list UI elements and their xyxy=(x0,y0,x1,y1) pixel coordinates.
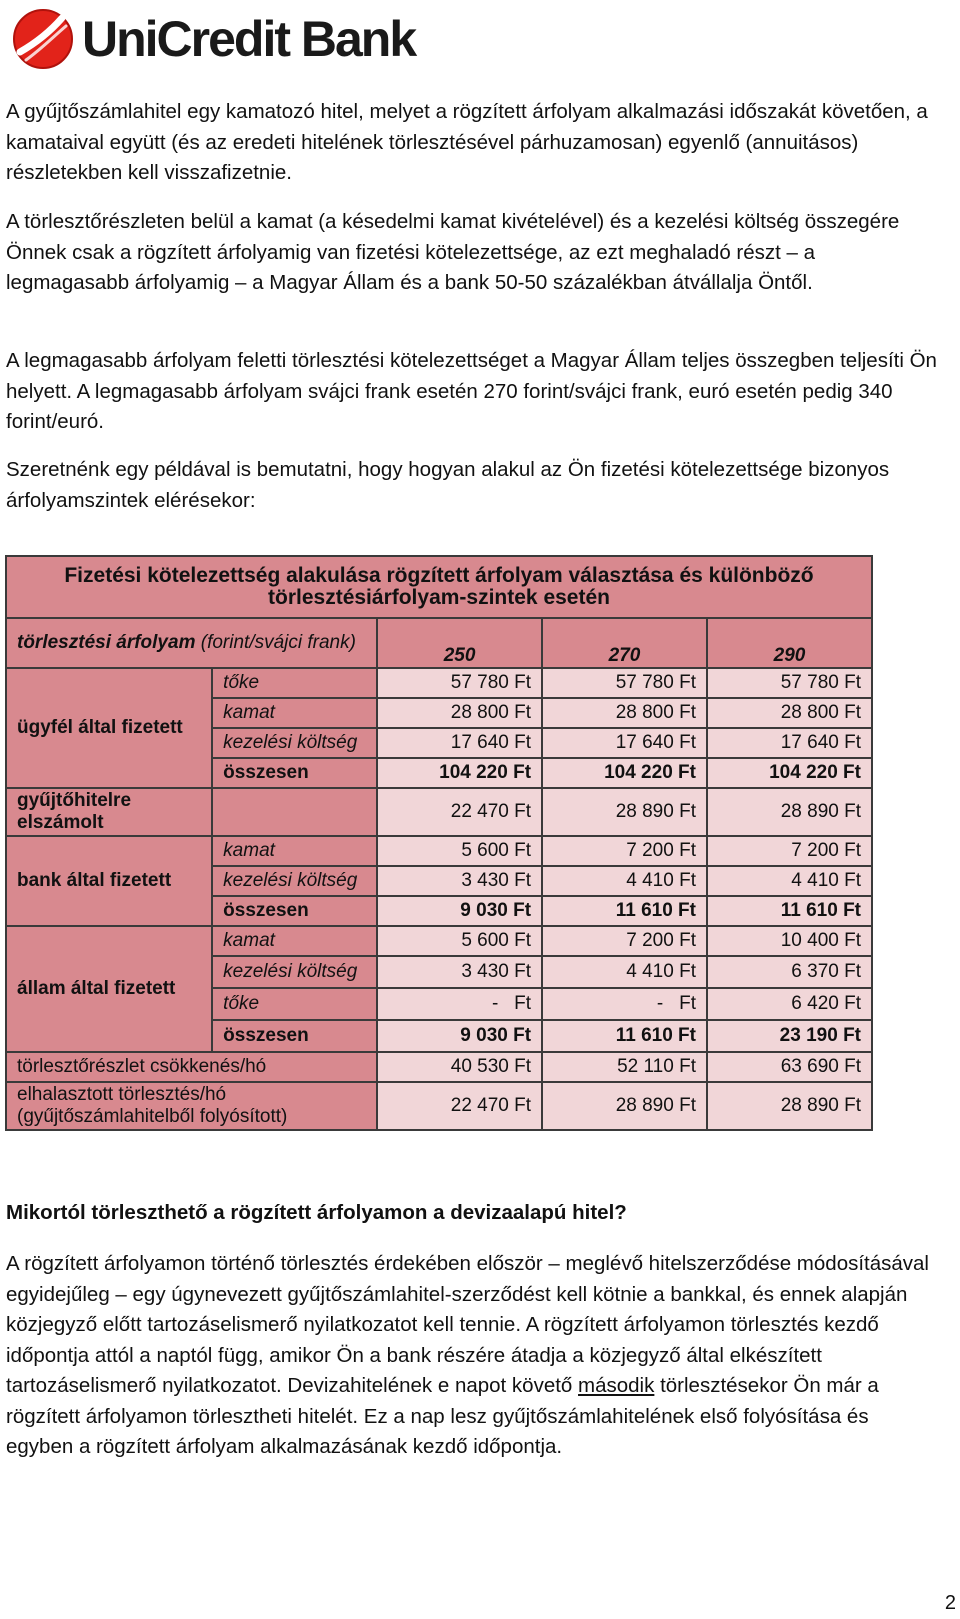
table-cell: - Ft xyxy=(542,988,707,1020)
table-row xyxy=(6,1082,872,1130)
table-cell: 23 190 Ft xyxy=(707,1020,872,1052)
row-label-csokkenes: törlesztőrészlet csökkenés/hó xyxy=(6,1052,377,1082)
table-cell: 17 640 Ft xyxy=(542,728,707,758)
unicredit-logo-icon xyxy=(12,8,74,70)
table-title: Fizetési kötelezettség alakulása rögzített árfolyam választása és különböző törlesztésiárfolyam-szintek esetén xyxy=(6,556,872,618)
paragraph-fixed-rate xyxy=(6,1249,941,1463)
table-cell: 28 800 Ft xyxy=(377,698,542,728)
table-cell: 22 470 Ft xyxy=(377,1082,542,1130)
row-label-toke: tőke xyxy=(212,668,377,698)
table-row xyxy=(6,668,872,698)
group-label-gyujto: gyűjtőhitelre elszámolt xyxy=(6,788,212,836)
table-cell: 28 800 Ft xyxy=(707,698,872,728)
table-cell: 17 640 Ft xyxy=(707,728,872,758)
table-cell: 28 890 Ft xyxy=(542,788,707,836)
table-cell: 63 690 Ft xyxy=(707,1052,872,1082)
table-cell: 4 410 Ft xyxy=(707,866,872,896)
table-cell: 6 370 Ft xyxy=(707,956,872,988)
page-number: 2 xyxy=(944,1592,956,1614)
table-cell: 28 800 Ft xyxy=(542,698,707,728)
section-heading: Mikortól törleszthető a rögzített árfolyamon a devizaalapú hitel? xyxy=(6,1201,627,1224)
group-label-bank: bank által fizetett xyxy=(6,836,212,926)
row-label-toke: tőke xyxy=(212,988,377,1020)
table-row xyxy=(6,788,872,836)
table-cell: 3 430 Ft xyxy=(377,866,542,896)
group-label-ugyfel: ügyfél által fizetett xyxy=(6,668,212,788)
col-header-270: 270 xyxy=(542,618,707,668)
bank-logo xyxy=(12,8,415,70)
table-cell: 104 220 Ft xyxy=(542,758,707,788)
logo-text: UniCredit Bank xyxy=(82,11,416,67)
table-cell: 17 640 Ft xyxy=(377,728,542,758)
col-header-290: 290 xyxy=(707,618,872,668)
paragraph-interest: A törlesztőrészleten belül a kamat (a késedelmi kamat kivételével) és a kezelési költség összegére Önnek csak a rögzített árfolyamig van fizetési kötelezettsége, az ezt meghaladó részt – a legmagasabb árfolyamig – a Magyar Állam és a bank 50-50 százalékban átvállalja Öntől. xyxy=(6,210,900,294)
table-cell: 3 430 Ft xyxy=(377,956,542,988)
table-row xyxy=(6,926,872,956)
table-cell: 104 220 Ft xyxy=(377,758,542,788)
table-cell: 6 420 Ft xyxy=(707,988,872,1020)
table-cell: 57 780 Ft xyxy=(377,668,542,698)
paragraph-fixed-rate-part2: törlesztésekor Ön már a rögzített árfolyamon törlesztheti hitelét. Ez a nap lesz gyűjtőszámlahitelének első folyósítása és egyben a rögzített árfolyam alkalmazásának kezdő időpontja. xyxy=(6,1374,879,1458)
table-cell: 28 890 Ft xyxy=(542,1082,707,1130)
table-cell: 57 780 Ft xyxy=(707,668,872,698)
table-cell: 11 610 Ft xyxy=(707,896,872,926)
paragraph-max-rate: A legmagasabb árfolyam feletti törlesztési kötelezettséget a Magyar Állam teljes összegben teljesíti Ön helyett. A legmagasabb árfolyam svájci frank esetén 270 forint/svájci frank, euró esetén pedig 340 forint/euró. xyxy=(6,349,937,433)
group-label-allam: állam által fizetett xyxy=(6,926,212,1052)
table-cell: 22 470 Ft xyxy=(377,788,542,836)
row-label-osszesen: összesen xyxy=(212,1020,377,1052)
table-row xyxy=(6,836,872,866)
row-label-osszesen: összesen xyxy=(212,758,377,788)
paragraph-intro: A gyűjtőszámlahitel egy kamatozó hitel, melyet a rögzített árfolyam alkalmazási időszakát követően, a kamataival együtt (és az eredeti hitelének törlesztésével párhuzamosan) egyenlő (annuitásos) részletekben kell visszafizetnie. xyxy=(6,100,928,184)
table-row xyxy=(6,1052,872,1082)
row-label-kezelesi: kezelési költség xyxy=(212,956,377,988)
row-label-osszesen: összesen xyxy=(212,896,377,926)
table-cell: 28 890 Ft xyxy=(707,788,872,836)
row-label-kamat: kamat xyxy=(212,836,377,866)
table-cell: 5 600 Ft xyxy=(377,836,542,866)
row-label-kamat: kamat xyxy=(212,926,377,956)
row-label-kamat: kamat xyxy=(212,698,377,728)
col-header-250: 250 xyxy=(377,618,542,668)
row-label-kezelesi: kezelési költség xyxy=(212,866,377,896)
table-cell: 5 600 Ft xyxy=(377,926,542,956)
table-cell: 7 200 Ft xyxy=(707,836,872,866)
table-cell: 10 400 Ft xyxy=(707,926,872,956)
table-cell: 104 220 Ft xyxy=(707,758,872,788)
table-cell: 40 530 Ft xyxy=(377,1052,542,1082)
table-cell: 28 890 Ft xyxy=(707,1082,872,1130)
table-cell: 4 410 Ft xyxy=(542,956,707,988)
table-cell: 4 410 Ft xyxy=(542,866,707,896)
table-cell: 9 030 Ft xyxy=(377,896,542,926)
table-cell: 7 200 Ft xyxy=(542,926,707,956)
table-cell: - Ft xyxy=(377,988,542,1020)
table-cell: 9 030 Ft xyxy=(377,1020,542,1052)
table-cell: 11 610 Ft xyxy=(542,896,707,926)
table-cell: 7 200 Ft xyxy=(542,836,707,866)
table-cell: 57 780 Ft xyxy=(542,668,707,698)
table-header-label xyxy=(6,618,377,668)
row-label-kezelesi: kezelési költség xyxy=(212,728,377,758)
paragraph-fixed-rate-part1: A rögzített árfolyamon történő törlesztés érdekében először – meglévő hitelszerződése módosításával egyidejűleg – egy úgynevezett gyűjtőszámlahitel-szerződést kell kötnie a bankkal, és ennek alapján közjegyző előtt tartozáselismerő nyilatkozatot kell tennie. A rögzített árfolyamon törlesztés kezdő időpontja attól a naptól függ, amikor Ön a bank részére átadja a közjegyző által elkészített tartozáselismerő nyilatkozatot. Devizahitelének e napot követő xyxy=(6,1252,929,1397)
table-header-label-unit: (forint/svájci frank) xyxy=(195,632,356,653)
row-label-elhalasztott: elhalasztott törlesztés/hó (gyűjtőszámlahitelből folyósított) xyxy=(6,1082,377,1130)
payment-obligation-table xyxy=(5,555,873,1131)
table-header-label-bold: törlesztési árfolyam xyxy=(17,632,196,653)
table-cell: 52 110 Ft xyxy=(542,1052,707,1082)
empty-cell xyxy=(212,788,377,836)
underlined-word: második xyxy=(578,1374,655,1397)
paragraph-example: Szeretnénk egy példával is bemutatni, hogy hogyan alakul az Ön fizetési kötelezettsége bizonyos árfolyamszintek elérésekor: xyxy=(6,458,890,512)
table-cell: 11 610 Ft xyxy=(542,1020,707,1052)
